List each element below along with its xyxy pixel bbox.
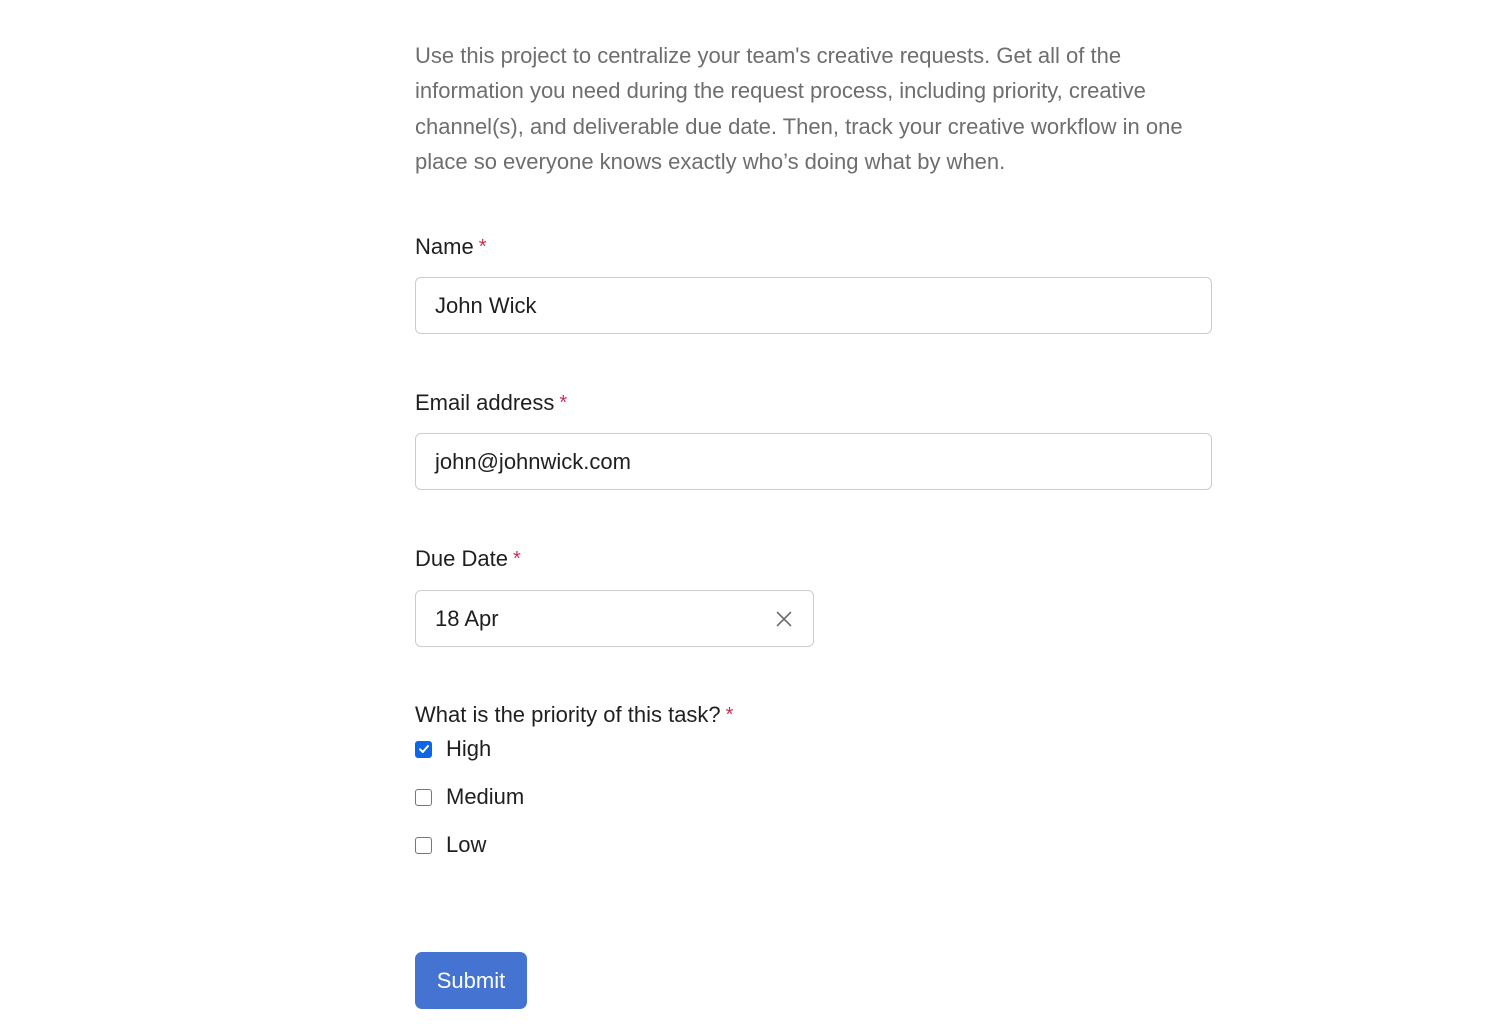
email-input[interactable] [415, 433, 1212, 490]
required-asterisk: * [512, 548, 521, 570]
priority-option-label: High [446, 736, 492, 761]
email-label [415, 390, 1211, 416]
submit-button[interactable]: Submit [415, 952, 527, 1009]
email-input-value: john@johnwick.com [435, 448, 631, 474]
priority-option-label: Medium [446, 784, 525, 809]
due-date-input-value: 18 Apr [435, 605, 499, 631]
checkbox[interactable] [415, 837, 432, 854]
priority-option-high[interactable] [415, 734, 524, 764]
due-date-label-text: Due Date [415, 546, 508, 571]
priority-option-low[interactable] [415, 830, 524, 860]
priority-options [415, 734, 524, 878]
close-icon[interactable] [775, 610, 793, 628]
required-asterisk: * [559, 392, 568, 414]
name-label-text: Name [415, 234, 474, 259]
name-field-group [415, 234, 1211, 318]
email-field-group [415, 390, 1211, 474]
required-asterisk: * [725, 704, 734, 726]
priority-label [415, 702, 1211, 728]
due-date-label [415, 546, 1211, 572]
due-date-field-group [415, 546, 1211, 631]
checkbox[interactable] [415, 789, 432, 806]
email-label-text: Email address [415, 390, 555, 415]
checkbox[interactable] [415, 741, 432, 758]
required-asterisk: * [478, 236, 487, 258]
priority-field-group [415, 702, 1211, 857]
priority-option-medium[interactable] [415, 782, 524, 812]
name-input[interactable] [415, 277, 1212, 334]
priority-option-label: Low [446, 832, 487, 857]
name-input-value: John Wick [435, 292, 537, 318]
priority-label-text: What is the priority of this task? [415, 702, 721, 727]
name-label [415, 234, 1211, 260]
due-date-input[interactable] [415, 590, 814, 647]
request-form [415, 38, 1211, 993]
form-description: Use this project to centralize your team's creative requests. Get all of the information you need during the request process, including priority, creative channel(s), and deliverable due date. Then, track your creative workflow in one place so everyone knows exactly who’s doing what by when. [415, 43, 1183, 174]
